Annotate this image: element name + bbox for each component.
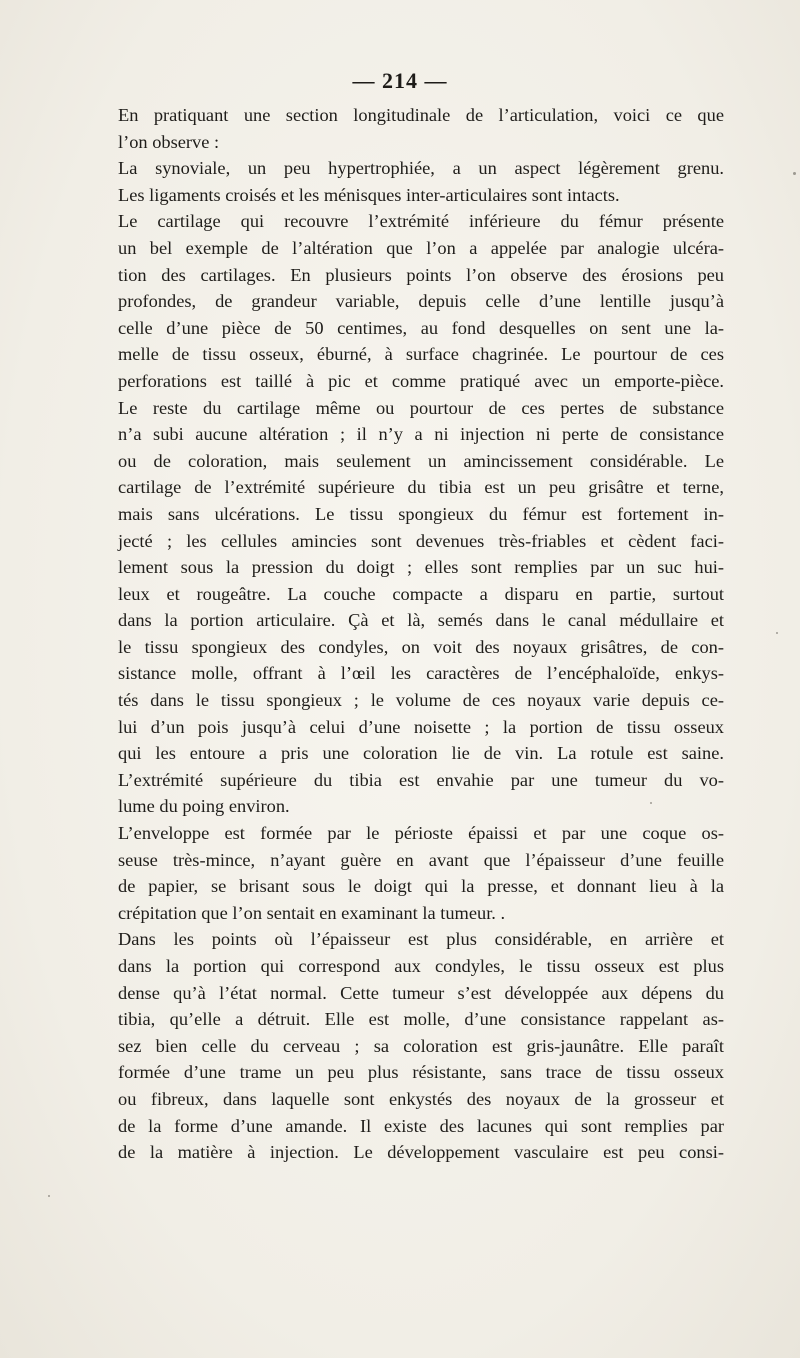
text-line: tibia, qu’elle a détruit. Elle est molle, d’une consistance rappelant as-: [118, 1009, 724, 1030]
page-number: — 214 —: [352, 68, 448, 93]
text-line: de papier, se brisant sous le doigt qui la presse, et donnant lieu à la: [118, 876, 724, 897]
text-line: Les ligaments croisés et les ménisques inter-articulaires sont intacts.: [118, 184, 620, 205]
text-line: La synoviale, un peu hypertrophiée, a un aspect légèrement grenu.: [118, 158, 724, 179]
text-line: tion des cartilages. En plusieurs points l’on observe des érosions peu: [118, 264, 724, 285]
text-line: dense qu’à l’état normal. Cette tumeur s’est développée aux dépens du: [118, 982, 724, 1003]
ink-speck: [793, 172, 796, 175]
text-line: lume du poing environ.: [118, 796, 290, 817]
text-line: L’extrémité supérieure du tibia est envahie par une tumeur du vo-: [118, 769, 724, 790]
body-text: [118, 102, 724, 1166]
text-line: En pratiquant une section longitudinale de l’articulation, voici ce que: [118, 105, 724, 125]
text-line: un bel exemple de l’altération que l’on a appelée par analogie ulcéra-: [118, 237, 724, 258]
text-line: formée d’une trame un peu plus résistante, sans trace de tissu osseux: [118, 1062, 724, 1083]
text-line: leux et rougeâtre. La couche compacte a disparu en partie, surtout: [118, 583, 724, 604]
text-line: qui les entoure a pris une coloration lie de vin. La rotule est saine.: [118, 743, 724, 764]
text-line: dans la portion articulaire. Çà et là, semés dans le canal médullaire et: [118, 610, 724, 631]
text-line: melle de tissu osseux, éburné, à surface chagrinée. Le pourtour de ces: [118, 344, 724, 365]
text-line: jecté ; les cellules amincies sont devenues très-friables et cèdent faci-: [118, 530, 724, 551]
text-line: de la forme d’une amande. Il existe des lacunes qui sont remplies par: [118, 1115, 724, 1136]
text-line: cartilage de l’extrémité supérieure du tibia est un peu grisâtre et terne,: [118, 477, 724, 498]
text-line: L’enveloppe est formée par le périoste épaissi et par une coque os-: [118, 823, 724, 844]
text-line: Dans les points où l’épaisseur est plus considérable, en arrière et: [118, 929, 724, 950]
text-line: perforations est taillé à pic et comme pratiqué avec un emporte-pièce.: [118, 370, 724, 391]
text-line: profondes, de grandeur variable, depuis celle d’une lentille jusqu’à: [118, 291, 724, 312]
text-line: tés dans le tissu spongieux ; le volume de ces noyaux varie depuis ce-: [118, 690, 724, 711]
text-line: lement sous la pression du doigt ; elles sont remplies par un suc hui-: [118, 557, 724, 578]
text-line: Le reste du cartilage même ou pourtour de ces pertes de substance: [118, 397, 724, 418]
text-line: le tissu spongieux des condyles, on voit des noyaux grisâtres, de con-: [118, 636, 724, 657]
text-line: de la matière à injection. Le développement vasculaire est peu consi-: [118, 1142, 724, 1163]
ink-speck: [776, 632, 778, 634]
text-line: seuse très-mince, n’ayant guère en avant que l’épaisseur d’une feuille: [118, 849, 724, 870]
text-line: lui d’un pois jusqu’à celui d’une noisette ; la portion de tissu osseux: [118, 716, 724, 737]
text-line: n’a subi aucune altération ; il n’y a ni injection ni perte de consistance: [118, 424, 724, 445]
text-line: mais sans ulcérations. Le tissu spongieux du fémur est fortement in-: [118, 503, 724, 524]
text-line: sistance molle, offrant à l’œil les caractères de l’encéphaloïde, enkys-: [118, 663, 724, 684]
text-line: crépitation que l’on sentait en examinant la tumeur. .: [118, 902, 506, 923]
text-line: l’on observe :: [118, 131, 220, 152]
ink-speck: [650, 802, 652, 804]
text-line: dans la portion qui correspond aux condyles, le tissu osseux est plus: [118, 956, 724, 976]
text-line: sez bien celle du cerveau ; sa coloration est gris-jaunâtre. Elle paraît: [118, 1035, 724, 1056]
text-line: ou de coloration, mais seulement un amincissement considérable. Le: [118, 450, 724, 471]
ink-speck: [48, 1195, 50, 1197]
text-line: ou fibreux, dans laquelle sont enkystés des noyaux de la grosseur et: [118, 1088, 724, 1109]
text-line: celle d’une pièce de 50 centimes, au fond desquelles on sent une la-: [118, 317, 724, 338]
text-line: Le cartilage qui recouvre l’extrémité inférieure du fémur présente: [118, 211, 724, 232]
